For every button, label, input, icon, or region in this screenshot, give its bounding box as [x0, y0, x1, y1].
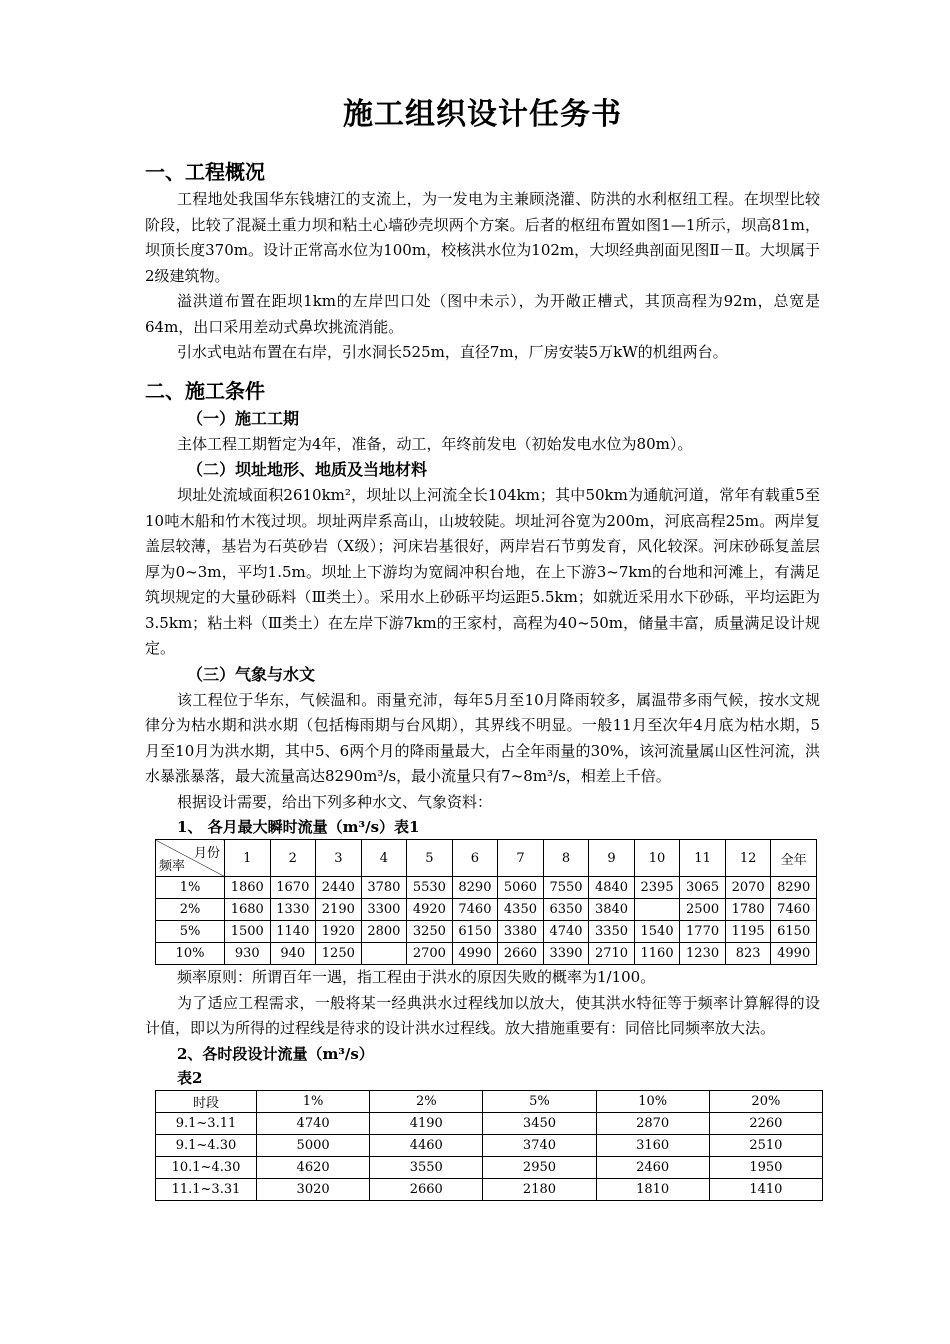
paragraph: 引水式电站布置在右岸，引水洞长525m，直径7m，厂房安装5万kW的机组两台。	[177, 343, 728, 361]
subsection-heading-1: （一）施工工期	[187, 408, 300, 428]
table-cell: 2260	[709, 1112, 822, 1134]
period-flow-table	[155, 1090, 823, 1201]
table-cell: 8290	[771, 877, 817, 899]
table-cell: 2070	[725, 877, 771, 899]
table-cell: 2800	[361, 921, 407, 943]
table-cell: 1680	[225, 899, 271, 921]
document-page	[145, 95, 820, 1201]
table-row	[156, 1156, 823, 1178]
table-cell: 4840	[589, 877, 635, 899]
paragraph: 坝址处流域面积2610km²，坝址以上河流全长104km；其中50km为通航河道，常年有载重5至10吨木船和竹木筏过坝。坝址两岸系高山，山坡较陡。坝址河谷宽为200m，河底高程25m。两岸复盖层较薄，基岩为石英砂岩（Ⅹ级）；河床岩基很好，两岸岩石节剪发育，风化较深。河床砂砾复盖层厚为0~3m，平均1.5m。坝址上下游均为宽阔冲积台地，在上下游3~7km的台地和河滩上，有满足筑坝规定的大量砂砾料（Ⅲ类土）。采用水上砂砾平均运距5.5km；如就近采用水下砂砾，平均运距为3.5km；粘土料（Ⅲ类土）在左岸下游7km的王家村，高程为40~50m，储量丰富，质量满足设计规定。	[145, 486, 820, 657]
paragraph: 溢洪道布置在距坝1km的左岸凹口处（图中未示），为开敞正槽式，其顶高程为92m，总宽是64m，出口采用差动式鼻坎挑流消能。	[145, 292, 820, 336]
table-cell: 7550	[543, 877, 589, 899]
column-header: 5	[407, 840, 453, 877]
table-cell: 3840	[589, 899, 635, 921]
column-header: 2%	[370, 1090, 483, 1112]
table-row	[156, 877, 817, 899]
column-header: 12	[725, 840, 771, 877]
subsection-heading-3: （三）气象与水文	[187, 664, 316, 684]
column-header: 20%	[709, 1090, 822, 1112]
table-cell: 2660	[498, 943, 544, 965]
table-cell: 7460	[771, 899, 817, 921]
table-cell: 2510	[709, 1134, 822, 1156]
corner-frequency-label: 频率	[159, 859, 186, 874]
table-cell: 5%	[156, 921, 225, 943]
table-cell: 1860	[225, 877, 271, 899]
table-cell: 3065	[680, 877, 726, 899]
table-cell: 5530	[407, 877, 453, 899]
paragraph: 为了适应工程需求，一般将某一经典洪水过程线加以放大，使其洪水特征等于频率计算解得的设计值，即以为所得的过程线是待求的设计洪水过程线。放大措施重要有：同倍比同频率放大法。	[145, 993, 820, 1037]
column-header: 11	[680, 840, 726, 877]
column-header: 1	[225, 840, 271, 877]
column-header: 2	[270, 840, 316, 877]
table-row	[156, 1178, 823, 1200]
table-cell: 4990	[771, 943, 817, 965]
table-cell: 4740	[543, 921, 589, 943]
table-cell: 6350	[543, 899, 589, 921]
table-cell: 3390	[543, 943, 589, 965]
table2-caption: 2、各时段设计流量（m³/s）	[177, 1044, 374, 1063]
table-cell: 1160	[634, 943, 680, 965]
paragraph: 主体工程工期暂定为4年，准备，动工，年终前发电（初始发电水位为80m）。	[177, 434, 693, 453]
table-cell: 1540	[634, 921, 680, 943]
table-cell: 1500	[225, 921, 271, 943]
table-cell: 9.1~3.11	[156, 1112, 257, 1134]
table-cell: 940	[270, 943, 316, 965]
table-cell: 3740	[483, 1134, 596, 1156]
table2-label: 表2	[177, 1068, 203, 1087]
table-cell: 2950	[483, 1156, 596, 1178]
corner-month-label: 月份	[193, 846, 220, 861]
table-cell: 10%	[156, 943, 225, 965]
table-cell: 4460	[370, 1134, 483, 1156]
column-header: 时段	[156, 1090, 257, 1112]
table-row	[156, 943, 817, 965]
table-cell: 2190	[316, 899, 362, 921]
table-cell: 1950	[709, 1156, 822, 1178]
table-cell: 1670	[270, 877, 316, 899]
monthly-flow-table	[155, 839, 817, 965]
table-cell: 11.1~3.31	[156, 1178, 257, 1200]
table-cell: 5060	[498, 877, 544, 899]
column-header: 全年	[771, 840, 817, 877]
table-cell: 10.1~4.30	[156, 1156, 257, 1178]
column-header: 1%	[257, 1090, 370, 1112]
column-header: 10%	[596, 1090, 709, 1112]
table-cell: 1410	[709, 1178, 822, 1200]
table-cell: 1770	[680, 921, 726, 943]
column-header: 10	[634, 840, 680, 877]
paragraph: 根据设计需要，给出下列多种水文、气象资料：	[177, 792, 493, 811]
table-cell	[634, 899, 680, 921]
table-cell: 6150	[452, 921, 498, 943]
table-cell: 930	[225, 943, 271, 965]
table-cell: 3450	[483, 1112, 596, 1134]
table-cell: 823	[725, 943, 771, 965]
table-cell: 4190	[370, 1112, 483, 1134]
table-cell: 3350	[589, 921, 635, 943]
table-cell: 7460	[452, 899, 498, 921]
table1-caption: 1、 各月最大瞬时流量（m³/s）表1	[177, 818, 420, 836]
corner-header-cell	[156, 840, 225, 877]
column-header: 7	[498, 840, 544, 877]
table-cell	[361, 943, 407, 965]
table-cell: 2870	[596, 1112, 709, 1134]
table-cell: 2500	[680, 899, 726, 921]
table-cell: 2180	[483, 1178, 596, 1200]
table-cell: 1780	[725, 899, 771, 921]
table-cell: 4990	[452, 943, 498, 965]
table-header-row	[156, 1090, 823, 1112]
table-cell: 3160	[596, 1134, 709, 1156]
table-cell: 3020	[257, 1178, 370, 1200]
column-header: 8	[543, 840, 589, 877]
table-cell: 2460	[596, 1156, 709, 1178]
paragraph: 该工程位于华东，气候温和。雨量充沛，每年5月至10月降雨较多，属温带多雨气候，按水文规律分为枯水期和洪水期（包括梅雨期与台风期），其界线不明显。一般11月至次年4月底为枯水期，5月至10月为洪水期，其中5、6两个月的降雨量最大，占全年雨量的30%，该河流量属山区性河流，洪水暴涨暴落，最大流量高达8290m³/s，最小流量只有7~8m³/s，相差上千倍。	[145, 690, 820, 785]
table-cell: 3250	[407, 921, 453, 943]
table-cell: 2440	[316, 877, 362, 899]
column-header: 9	[589, 840, 635, 877]
column-header: 4	[361, 840, 407, 877]
table-cell: 2710	[589, 943, 635, 965]
table-cell: 1330	[270, 899, 316, 921]
column-header: 6	[452, 840, 498, 877]
table-cell: 1140	[270, 921, 316, 943]
paragraph: 工程地处我国华东钱塘江的支流上，为一发电为主兼顾浇灌、防洪的水利枢纽工程。在坝型比较阶段，比较了混凝土重力坝和粘土心墙砂壳坝两个方案。后者的枢纽布置如图1—1所示，坝高81m，坝顶长度370m。设计正常高水位为100m，校核洪水位为102m，大坝经典剖面见图Ⅱ－Ⅱ。大坝属于2级建筑物。	[145, 190, 820, 285]
table-cell: 2395	[634, 877, 680, 899]
table-cell: 4350	[498, 899, 544, 921]
table-cell: 2%	[156, 899, 225, 921]
table-cell: 1810	[596, 1178, 709, 1200]
table-row	[156, 899, 817, 921]
column-header: 3	[316, 840, 362, 877]
table-row	[156, 921, 817, 943]
table-header-row	[156, 840, 817, 877]
table-cell: 1250	[316, 943, 362, 965]
section-heading-2: 二、施工条件	[145, 378, 265, 403]
page-title: 施工组织设计任务书	[343, 97, 622, 132]
table-cell: 8290	[452, 877, 498, 899]
table-cell: 2660	[370, 1178, 483, 1200]
table-cell: 4740	[257, 1112, 370, 1134]
table-cell: 1230	[680, 943, 726, 965]
table-cell: 1%	[156, 877, 225, 899]
table-cell: 6150	[771, 921, 817, 943]
table-row	[156, 1112, 823, 1134]
table-cell: 5000	[257, 1134, 370, 1156]
table-cell: 2700	[407, 943, 453, 965]
table-cell: 9.1~4.30	[156, 1134, 257, 1156]
subsection-heading-2: （二）坝址地形、地质及当地材料	[187, 460, 428, 479]
table-cell: 3300	[361, 899, 407, 921]
table-cell: 1195	[725, 921, 771, 943]
table-cell: 1920	[316, 921, 362, 943]
paragraph: 频率原则：所谓百年一遇，指工程由于洪水的原因失败的概率为1/100。	[177, 968, 656, 986]
table-cell: 3780	[361, 877, 407, 899]
column-header: 5%	[483, 1090, 596, 1112]
table-row	[156, 1134, 823, 1156]
section-heading-1: 一、工程概况	[145, 160, 265, 184]
table-cell: 4920	[407, 899, 453, 921]
table-cell: 3550	[370, 1156, 483, 1178]
table-cell: 3380	[498, 921, 544, 943]
table-cell: 4620	[257, 1156, 370, 1178]
